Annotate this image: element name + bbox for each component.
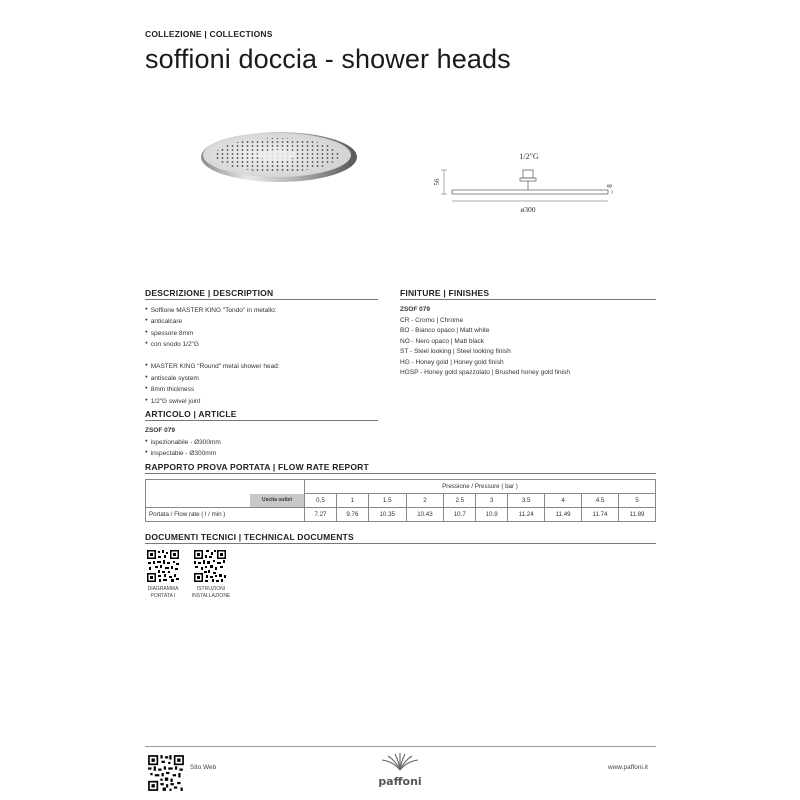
flow-cell: 11.49: [545, 508, 582, 522]
flow-cell: 11.24: [508, 508, 545, 522]
flow-rate-label: Portata / Flow rate ( l / min ): [146, 508, 305, 522]
footer-divider: [145, 746, 656, 747]
list-item: ● inspectable - Ø300mm: [145, 448, 385, 459]
website-url[interactable]: www.paffoni.it: [608, 764, 648, 771]
height-dimension: 56: [433, 178, 441, 186]
finish-item: CR - Cromo | Chrome: [400, 316, 464, 324]
collection-label: COLLEZIONE | COLLECTIONS: [145, 29, 273, 39]
outlet-label: Uscita outlet: [250, 494, 304, 507]
qr-code-flow-diagram[interactable]: [146, 549, 180, 583]
flow-cell: 11.74: [582, 508, 619, 522]
brand-name: paffoni: [378, 775, 422, 788]
thickness-dimension: 8: [606, 184, 614, 188]
flow-cell: 9.76: [336, 508, 368, 522]
list-item: ● anticalcare: [145, 316, 385, 327]
pressure-header: Pressione / Pressure ( bar ): [305, 480, 656, 494]
pressure-cell: 2.5: [444, 494, 476, 508]
flow-rate-table: [145, 479, 656, 522]
shower-head-image: [195, 128, 365, 190]
pressure-cell: 0,5: [305, 494, 337, 508]
finish-item: NO - Nero opaco | Matt black: [400, 337, 485, 345]
flow-cell: 10.43: [406, 508, 444, 522]
list-item: ● con snodo 1/2"G: [145, 339, 385, 350]
flow-cell: 10.35: [368, 508, 406, 522]
finish-item: BO - Bianco opaco | Matt white: [400, 327, 490, 334]
flow-cell: 11.89: [618, 508, 655, 522]
list-item: ● 8mm thickness: [145, 384, 385, 395]
finish-item: ST - Steel looking | Steel looking finish: [400, 348, 511, 355]
list-item: ● Soffione MASTER KING "Tondo" in metallo:: [145, 305, 385, 316]
website-label: Sito Web: [190, 764, 217, 771]
description-it-list: [145, 305, 385, 351]
description-en-list: [145, 361, 385, 407]
description-heading: DESCRIZIONE | DESCRIPTION: [145, 288, 274, 298]
finish-item: HG - Honey gold | Honey gold finish: [400, 358, 504, 366]
article-code: ZSOF 079: [145, 427, 175, 434]
pressure-cell: 4: [545, 494, 582, 508]
qr-code-website[interactable]: [147, 754, 185, 792]
documents-divider: [145, 543, 656, 544]
flow-report-heading: RAPPORTO PROVA PORTATA | FLOW RATE REPORT: [145, 462, 369, 472]
pressure-cell: 5: [618, 494, 655, 508]
table-row: [146, 494, 656, 508]
article-body: [145, 426, 385, 459]
list-item: ● spessore 8mm: [145, 328, 385, 339]
paffoni-logo: [368, 752, 432, 792]
pressure-cell: 3.5: [508, 494, 545, 508]
qr-caption-flow-diagram: DIAGRAMMA PORTATA I: [147, 586, 179, 599]
list-item: ● ispezionabile - Ø300mm: [145, 437, 385, 448]
list-item: ● MASTER KING "Round" metal shower head:: [145, 361, 385, 372]
qr-code-installation[interactable]: [193, 549, 227, 583]
finish-item: HGSP - Honey gold spazzolato | Brushed honey gold finish: [400, 369, 570, 376]
pressure-cell: 3: [476, 494, 508, 508]
table-row: [146, 480, 656, 494]
flow-cell: 10.9: [476, 508, 508, 522]
finishes-body: [400, 305, 656, 379]
finishes-heading: FINITURE | FINISHES: [400, 288, 490, 298]
description-body: [145, 305, 385, 407]
finishes-code: ZSOF 079: [400, 306, 430, 313]
technical-drawing: [430, 148, 625, 218]
flow-cell: 7.27: [305, 508, 337, 522]
page-title: soffioni doccia - shower heads: [145, 44, 511, 74]
documents-heading: DOCUMENTI TECNICI | TECHNICAL DOCUMENTS: [145, 532, 354, 542]
pressure-cell: 4.5: [582, 494, 619, 508]
pressure-cell: 1.5: [368, 494, 406, 508]
description-divider: [145, 299, 378, 300]
article-heading: ARTICOLO | ARTICLE: [145, 409, 237, 419]
qr-caption-installation: ISTRUZIONI INSTALLAZIONE: [191, 586, 231, 599]
article-divider: [145, 420, 378, 421]
flow-cell: 10.7: [444, 508, 476, 522]
list-item: ● antiscale system: [145, 373, 385, 384]
finishes-divider: [400, 299, 656, 300]
flow-report-divider: [145, 473, 656, 474]
table-row: [146, 508, 656, 522]
pressure-cell: 2: [406, 494, 444, 508]
pressure-cell: 1: [336, 494, 368, 508]
diameter-dimension: ø300: [520, 205, 536, 214]
connection-label: 1/2"G: [519, 152, 539, 161]
list-item: ● 1/2"G swivel joint: [145, 396, 385, 407]
